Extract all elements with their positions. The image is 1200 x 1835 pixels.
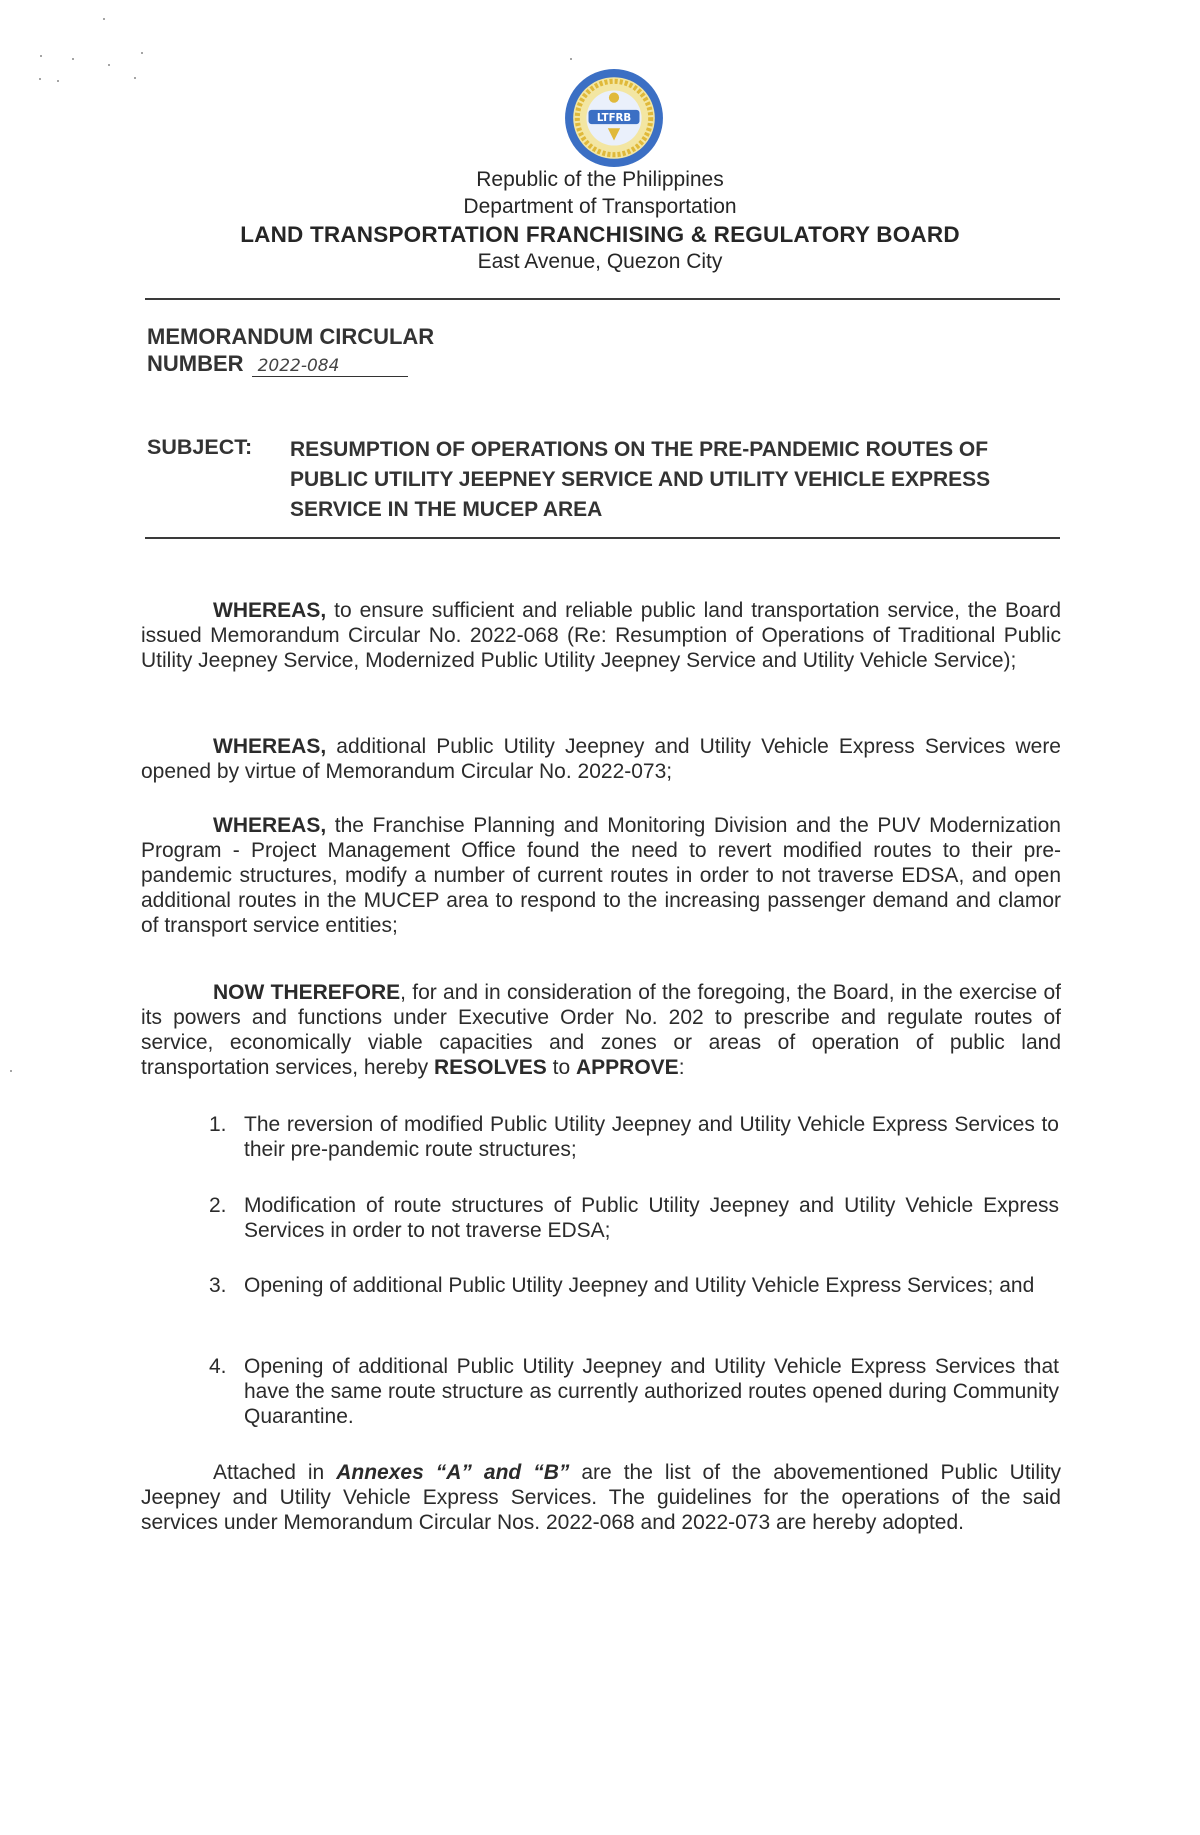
letterhead-republic: Republic of the Philippines (476, 168, 724, 191)
paragraph-text: the Franchise Planning and Monitoring Division and the PUV Modernization Program - Project Management Office found the need to revert modified routes to their pre-pandemic structures, modify a number of current routes in order to not traverse EDSA, and open additional routes in the MUCEP area to respond to the increasing passenger demand and clamor of transport service entities; (141, 814, 1061, 937)
memo-number-line (147, 351, 408, 377)
list-text: Modification of route structures of Public Utility Jeepney and Utility Vehicle Express Services in order to not traverse EDSA; (244, 1194, 1059, 1242)
ltfrb-seal-icon (563, 67, 665, 169)
closing-paragraph (141, 1460, 1061, 1535)
list-text: Opening of additional Public Utility Jeepney and Utility Vehicle Express Services that have the same route structure as currently authorized routes opened during Community Quarantine. (244, 1355, 1059, 1428)
closing-lead: Attached in (213, 1461, 337, 1484)
paragraph-end: : (678, 1056, 685, 1079)
paragraph-lead: WHEREAS, (213, 814, 327, 837)
letterhead-agency: LAND TRANSPORTATION FRANCHISING & REGULATORY BOARD (240, 222, 960, 247)
paragraph-lead: NOW THEREFORE (213, 981, 401, 1004)
subject-divider (145, 537, 1060, 539)
subject-label: SUBJECT: (147, 435, 253, 459)
list-number: 4. (209, 1355, 227, 1378)
list-number: 1. (209, 1113, 227, 1136)
list-number: 2. (209, 1194, 227, 1217)
subject-text: RESUMPTION OF OPERATIONS ON THE PRE-PANDEMIC ROUTES OF PUBLIC UTILITY JEEPNEY SERVICE AND UTILITY VEHICLE EXPRESS SERVICE IN THE MUCEP AREA (290, 438, 991, 521)
list-text: The reversion of modified Public Utility Jeepney and Utility Vehicle Express Services to their pre-pandemic route structures; (244, 1113, 1059, 1161)
approve-keyword: APPROVE (575, 1056, 679, 1079)
whereas-paragraph-2 (141, 734, 1061, 784)
memo-number-label: NUMBER (147, 351, 244, 376)
resolves-keyword: RESOLVES (433, 1056, 547, 1079)
paragraph-lead: WHEREAS, (213, 599, 327, 622)
paragraph-text: , for and in consideration of the foregoing, the Board, in the exercise of its powers and functions under Executive Order No. 202 to prescribe and regulate routes of service, economically viable capacities and zones or areas of operation of public land transportation services, hereby (141, 981, 1061, 1079)
paragraph-text: to ensure sufficient and reliable public land transportation service, the Board issued Memorandum Circular No. 2022-068 (Re: Resumption of Operations of Traditional Public Utility Jeepney Service, Modernized Public Utility Jeepney Service and Utility Vehicle Service); (141, 599, 1061, 672)
letterhead-address: East Avenue, Quezon City (477, 250, 723, 273)
paragraph-lead: WHEREAS, (213, 735, 327, 758)
whereas-paragraph-3 (141, 813, 1061, 938)
list-text: Opening of additional Public Utility Jeepney and Utility Vehicle Express Services; and (244, 1274, 1035, 1297)
memo-number-value: 2022-084 (252, 356, 408, 377)
now-therefore-paragraph (141, 980, 1061, 1080)
memo-title: MEMORANDUM CIRCULAR (147, 324, 435, 349)
whereas-paragraph-1 (141, 598, 1061, 673)
list-number: 3. (209, 1274, 227, 1297)
paragraph-text: additional Public Utility Jeepney and Utility Vehicle Express Services were opened by virtue of Memorandum Circular No. 2022-073; (141, 735, 1061, 783)
closing-text: are the list of the abovementioned Public Utility Jeepney and Utility Vehicle Express Services. The guidelines for the operations of the said services under Memorandum Circular Nos. 2022-068 and 2022-073 are hereby adopted. (141, 1461, 1062, 1534)
seal-text: LTFRB (596, 113, 632, 125)
header-divider (145, 298, 1060, 300)
paragraph-mid: to (546, 1056, 576, 1079)
annex-reference: Annexes “A” and “B” (336, 1461, 570, 1484)
letterhead-department: Department of Transportation (463, 195, 737, 218)
